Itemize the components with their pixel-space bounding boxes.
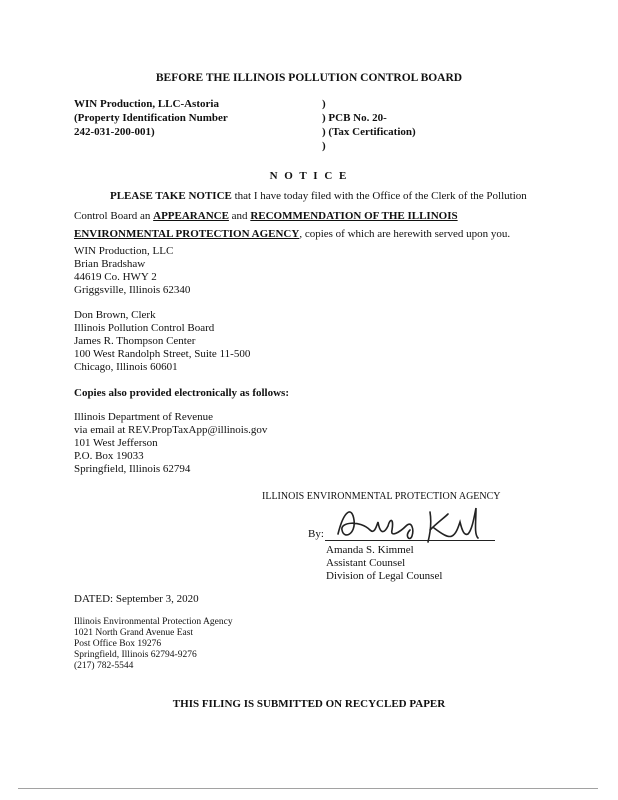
- appearance-text: APPEARANCE: [153, 210, 229, 222]
- notice-heading: N O T I C E: [269, 170, 349, 182]
- notice-line-3-text: , copies of which are herewith served upon you.: [299, 228, 511, 240]
- party-name: WIN Production, LLC-Astoria: [74, 98, 219, 110]
- address-line: Post Office Box 19276: [74, 639, 162, 649]
- by-label: By:: [308, 528, 324, 540]
- address-line: James R. Thompson Center: [74, 335, 196, 347]
- address-line: WIN Production, LLC: [74, 245, 174, 257]
- agency-name-text: ENVIRONMENTAL PROTECTION AGENCY: [74, 228, 300, 240]
- please-take-notice: PLEASE TAKE NOTICE: [110, 190, 232, 202]
- scan-edge-line: [18, 788, 598, 789]
- caption-paren: ): [322, 140, 326, 152]
- pcb-number: ) PCB No. 20-: [322, 112, 387, 124]
- signer-title: Assistant Counsel: [326, 557, 406, 569]
- notice-and: and: [228, 210, 251, 222]
- address-line: 1021 North Grand Avenue East: [74, 628, 194, 638]
- notice-line-1: [110, 190, 527, 203]
- address-line: Illinois Department of Revenue: [74, 411, 213, 423]
- property-id-label: (Property Identification Number: [74, 112, 228, 124]
- handwritten-signature: [330, 500, 490, 550]
- address-line: Illinois Pollution Control Board: [74, 322, 215, 334]
- address-line: Illinois Environmental Protection Agency: [74, 617, 233, 627]
- address-line: 100 West Randolph Street, Suite 11-500: [74, 348, 251, 360]
- caption-paren: ): [322, 98, 326, 110]
- address-line: Springfield, Illinois 62794-9276: [74, 650, 197, 660]
- recycled-paper-notice: THIS FILING IS SUBMITTED ON RECYCLED PAPER: [172, 698, 446, 710]
- electronic-copies-heading: Copies also provided electronically as follows:: [74, 387, 290, 399]
- email-line: via email at REV.PropTaxApp@illinois.gov: [74, 424, 268, 436]
- notice-line-1-text: that I have today filed with the Office of the Clerk of the Pollution: [231, 190, 527, 202]
- notice-line-3: [74, 228, 510, 241]
- signer-division: Division of Legal Counsel: [326, 570, 443, 582]
- signature-agency: ILLINOIS ENVIRONMENTAL PROTECTION AGENCY: [262, 491, 501, 502]
- signer-name: Amanda S. Kimmel: [326, 544, 414, 556]
- address-line: 101 West Jefferson: [74, 437, 158, 449]
- address-line: Brian Bradshaw: [74, 258, 146, 270]
- notice-line-2: [74, 210, 458, 223]
- dated-line: DATED: September 3, 2020: [74, 593, 199, 605]
- property-id-number: 242-031-200-001): [74, 126, 155, 138]
- address-line: Springfield, Illinois 62794: [74, 463, 191, 475]
- address-line: Chicago, Illinois 60601: [74, 361, 178, 373]
- signature-line: [325, 540, 495, 541]
- recommendation-text: RECOMMENDATION OF THE ILLINOIS: [250, 210, 458, 222]
- address-line: P.O. Box 19033: [74, 450, 144, 462]
- address-line: Griggsville, Illinois 62340: [74, 284, 191, 296]
- notice-line-2-text: Control Board an: [74, 210, 154, 222]
- address-line: 44619 Co. HWY 2: [74, 271, 157, 283]
- address-line: Don Brown, Clerk: [74, 309, 156, 321]
- tax-certification: ) (Tax Certification): [322, 126, 416, 138]
- phone-line: (217) 782-5544: [74, 661, 134, 671]
- board-title: BEFORE THE ILLINOIS POLLUTION CONTROL BOARD: [155, 72, 463, 84]
